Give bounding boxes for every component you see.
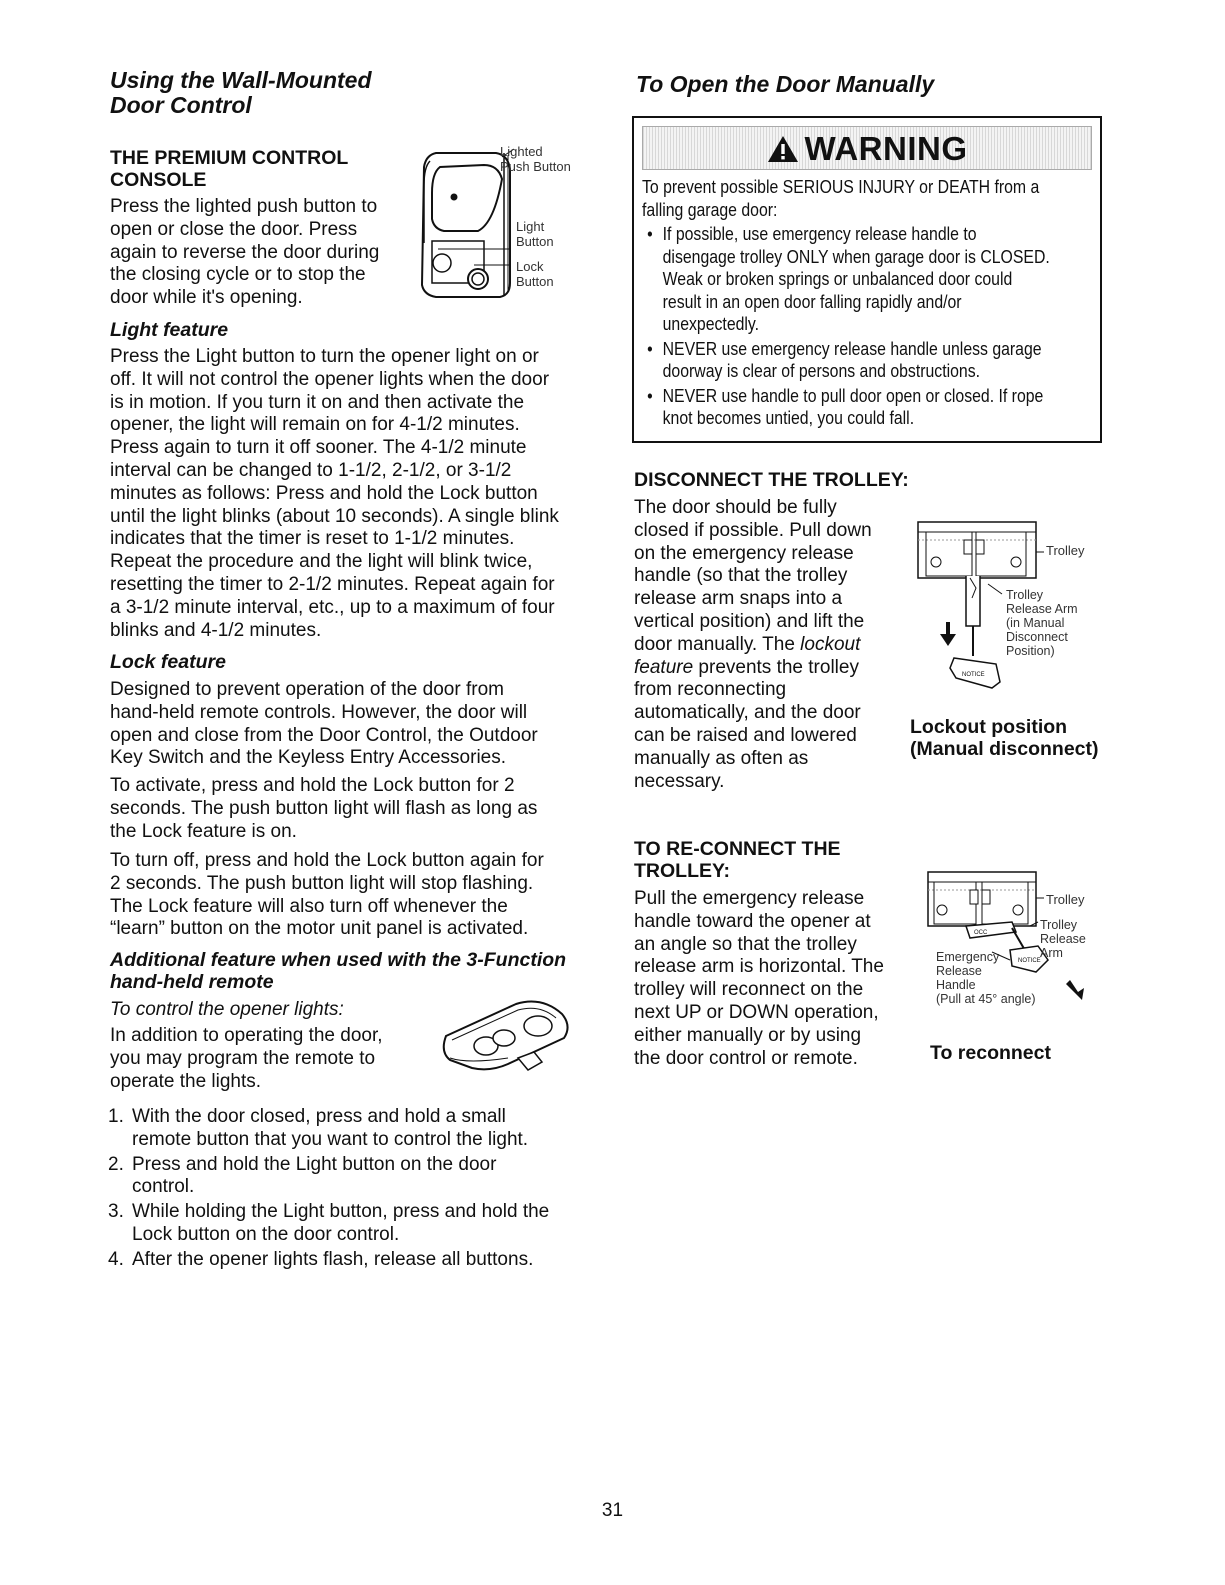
reconnect-trolley-label: Trolley xyxy=(1046,892,1085,907)
warning-bullet: • NEVER use handle to pull door open or closed. If rope knot becomes untied, you could fall. xyxy=(642,385,1098,430)
list-item: 3. While holding the Light button, press and hold the Lock button on the door control. xyxy=(108,1201,550,1245)
reconnect-release-arm-label: Trolley Release Arm xyxy=(1040,918,1086,960)
lock-feature-para3: To turn off, press and hold the Lock button again for 2 seconds. The push button light will stop flashing. The Lock feature will also turn off whenever the “learn” button on the motor unit panel is activated. xyxy=(110,850,544,940)
list-item: 1. With the door closed, press and hold a small remote button that you want to control the light. xyxy=(108,1106,529,1150)
warning-header xyxy=(642,126,1092,170)
warning-intro: To prevent possible SERIOUS INJURY or DEATH from a falling garage door: xyxy=(642,176,1040,220)
emergency-release-handle-label: Emergency Release Handle (Pull at 45° angle) xyxy=(936,950,1036,1006)
reconnect-text: Pull the emergency release handle toward the opener at an angle so that the trolley release arm is horizontal. The trolley will reconnect on the next UP or DOWN operation, either manually or by using the door control or remote. xyxy=(634,888,884,1069)
reconnect-heading: TO RE-CONNECT THE TROLLEY: xyxy=(634,838,841,882)
list-item: 4. After the opener lights flash, release all buttons. xyxy=(108,1248,534,1270)
list-item: 2. Press and hold the Light button on the door control. xyxy=(108,1153,497,1198)
lockout-caption: Lockout position (Manual disconnect) xyxy=(910,716,1099,760)
reconnect-caption: To reconnect xyxy=(930,1042,1051,1064)
premium-console-heading: THE PREMIUM CONTROL CONSOLE xyxy=(110,147,349,191)
remote-para: In addition to operating the door, you may program the remote to operate the lights. xyxy=(110,1025,383,1092)
warning-title: WARNING xyxy=(643,129,1091,169)
lock-button-label: Lock Button xyxy=(516,259,554,289)
remote-control-illustration xyxy=(438,998,574,1072)
premium-console-text: Press the lighted push button to open or close the door. Press again to reverse the door during the closing cycle or to stop the door while it's opening. xyxy=(110,196,380,309)
lock-feature-heading: Lock feature xyxy=(110,651,226,673)
light-feature-heading: Light feature xyxy=(110,319,229,341)
warning-box xyxy=(632,116,1102,443)
control-lights-subheading: To control the opener lights: xyxy=(110,999,344,1020)
disconnect-text: The door should be fully closed if possible. Pull down on the emergency release handle (so that the trolley release arm snaps into a vertical position) and lift the door manually. The lockout feature prevents the trolley from reconnecting automatically, and the door can be raised and lowered manually as often as necessary. xyxy=(634,497,872,792)
warning-bullet: • If possible, use emergency release handle to disengage trolley ONLY when garage door is CLOSED. Weak or broken springs or unbalanced door could result in an open door falling rapidly and/or unexpectedly. xyxy=(642,223,1098,336)
section-title-open-manually: To Open the Door Manually xyxy=(636,71,935,97)
svg-text:NOTICE: NOTICE xyxy=(962,672,985,678)
svg-text:OCC: OCC xyxy=(974,930,988,936)
warning-body xyxy=(642,176,1098,430)
light-feature-text: Press the Light button to turn the opener light on or off. It will not control the opener lights when the door is in motion. If you turn it on and then activate the opener, the light will remain on for 4-1/2 minutes. Press again to turn it off sooner. The 4-1/2 minute interval can be changed to 1-1/2, 2-1/2, or 3-1/2 minutes as follows: Press and hold the Lock button until the light blinks (about 10 seconds). A single blink indicates that the timer is reset to 1-1/2 minutes. Repeat the procedure and the light will blink twice, resetting the timer to 2-1/2 minutes. Repeat again for a 3-1/2 minute interval, etc., up to a maximum of four blinks and 4-1/2 minutes. xyxy=(110,346,559,641)
trolley-release-arm-label: Trolley Release Arm (in Manual Disconnect Position) xyxy=(1006,588,1078,658)
trolley-label: Trolley xyxy=(1046,543,1085,558)
lock-feature-para1: Designed to prevent operation of the door from hand-held remote controls. However, the door will open and close from the Door Control, the Outdoor Key Switch and the Keyless Entry Accessories. xyxy=(110,679,538,769)
section-title-wall-control: Using the Wall-Mounted Door Control xyxy=(110,67,372,118)
disconnect-heading: DISCONNECT THE TROLLEY: xyxy=(634,469,909,491)
light-button-label: Light Button xyxy=(516,219,554,249)
lock-feature-para2: To activate, press and hold the Lock button for 2 seconds. The push button light will flash as long as the Lock feature is on. xyxy=(110,775,538,842)
lighted-push-button-label: Lighted Push Button xyxy=(500,144,571,174)
warning-triangle-icon xyxy=(767,135,799,163)
warning-bullet: • NEVER use emergency release handle unless garage doorway is clear of persons and obstructions. xyxy=(642,338,1098,383)
svg-text:NOTICE: NOTICE xyxy=(1018,958,1041,964)
left-column xyxy=(110,68,590,118)
page-number: 31 xyxy=(601,1500,624,1521)
remote-steps-list xyxy=(108,1106,608,1272)
additional-feature-heading: Additional feature when used with the 3-Function hand-held remote xyxy=(110,949,567,993)
